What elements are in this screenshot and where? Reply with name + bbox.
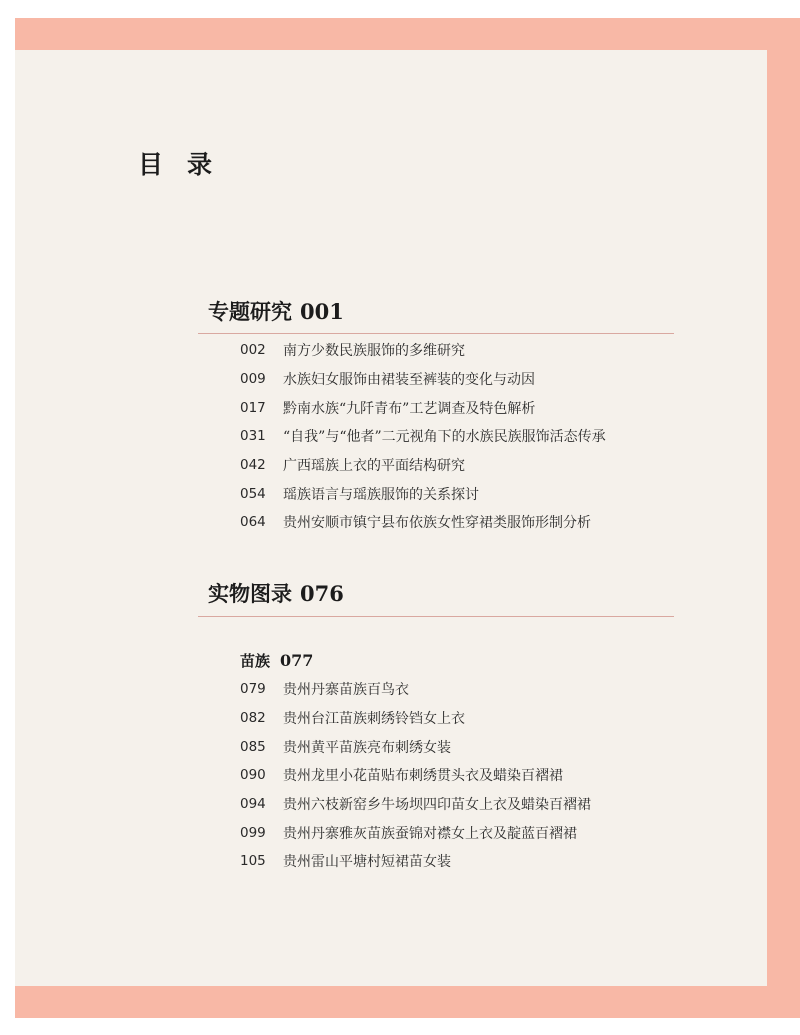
entry-page-number: 031	[240, 428, 266, 445]
entry-page-number: 054	[240, 485, 266, 502]
toc-entry[interactable]	[240, 393, 606, 422]
toc-entry[interactable]	[240, 451, 606, 480]
toc-entry[interactable]	[240, 818, 591, 847]
entry-page-number: 094	[240, 796, 266, 813]
section-divider	[198, 333, 674, 334]
entry-title: 贵州丹寨苗族百鸟衣	[283, 682, 409, 699]
entry-title: 贵州台江苗族刺绣铃铛女上衣	[283, 711, 465, 728]
entry-title: 水族妇女服饰由裙装至裤装的变化与动因	[283, 372, 535, 389]
toc-entry[interactable]	[240, 422, 606, 451]
entry-title: 南方少数民族服饰的多维研究	[283, 343, 465, 360]
toc-title	[138, 145, 212, 181]
entry-page-number: 017	[240, 399, 266, 416]
subsection-heading-miao[interactable]	[240, 650, 313, 671]
entry-title: 贵州丹寨雅灰苗族蚕锦对襟女上衣及靛蓝百褶裙	[283, 825, 577, 842]
entry-page-number: 085	[240, 738, 266, 755]
toc-entry[interactable]	[240, 479, 606, 508]
entry-title: 贵州六枝新窑乡牛场坝四印苗女上衣及蜡染百褶裙	[283, 797, 591, 814]
toc-title-char-2: 录	[187, 150, 213, 179]
subsection-page-number: 077	[280, 651, 314, 670]
entry-page-number: 105	[240, 853, 266, 870]
section-heading-catalogue[interactable]	[208, 578, 344, 608]
entry-page-number: 009	[240, 371, 266, 388]
toc-entry[interactable]	[240, 704, 591, 733]
entry-page-number: 042	[240, 457, 266, 474]
entry-title: 瑶族语言与瑶族服饰的关系探讨	[283, 486, 479, 503]
entry-page-number: 082	[240, 710, 266, 727]
toc-entry[interactable]	[240, 365, 606, 394]
entry-page-number: 079	[240, 681, 266, 698]
toc-entry[interactable]	[240, 508, 606, 537]
section-1-entry-list	[240, 336, 606, 537]
section-title: 实物图录	[208, 581, 292, 606]
entry-title: “自我”与“他者”二元视角下的水族民族服饰活态传承	[283, 429, 606, 446]
section-title: 专题研究	[208, 299, 292, 324]
subsection-title: 苗族	[240, 652, 271, 670]
entry-title: 广西瑶族上衣的平面结构研究	[283, 458, 465, 475]
toc-entry[interactable]	[240, 732, 591, 761]
entry-title: 贵州龙里小花苗贴布刺绣贯头衣及蜡染百褶裙	[283, 768, 563, 785]
toc-entry[interactable]	[240, 761, 591, 790]
toc-entry[interactable]	[240, 675, 591, 704]
entry-page-number: 090	[240, 767, 266, 784]
entry-title: 贵州雷山平塘村短裙苗女装	[283, 854, 451, 871]
entry-title: 黔南水族“九阡青布”工艺调查及特色解析	[283, 400, 536, 417]
toc-entry[interactable]	[240, 336, 606, 365]
section-heading-special-research[interactable]	[208, 296, 344, 326]
entry-page-number: 064	[240, 514, 266, 531]
section-page-number: 001	[300, 299, 344, 324]
section-page-number: 076	[300, 581, 344, 606]
entry-title: 贵州安顺市镇宁县布依族女性穿裙类服饰形制分析	[283, 515, 591, 532]
entry-page-number: 099	[240, 824, 266, 841]
entry-title: 贵州黄平苗族亮布刺绣女装	[283, 739, 451, 756]
section-divider	[198, 616, 674, 617]
section-2-entry-list	[240, 675, 591, 876]
toc-title-char-1: 目	[138, 150, 164, 179]
toc-entry[interactable]	[240, 847, 591, 876]
toc-entry[interactable]	[240, 790, 591, 819]
entry-page-number: 002	[240, 342, 266, 359]
